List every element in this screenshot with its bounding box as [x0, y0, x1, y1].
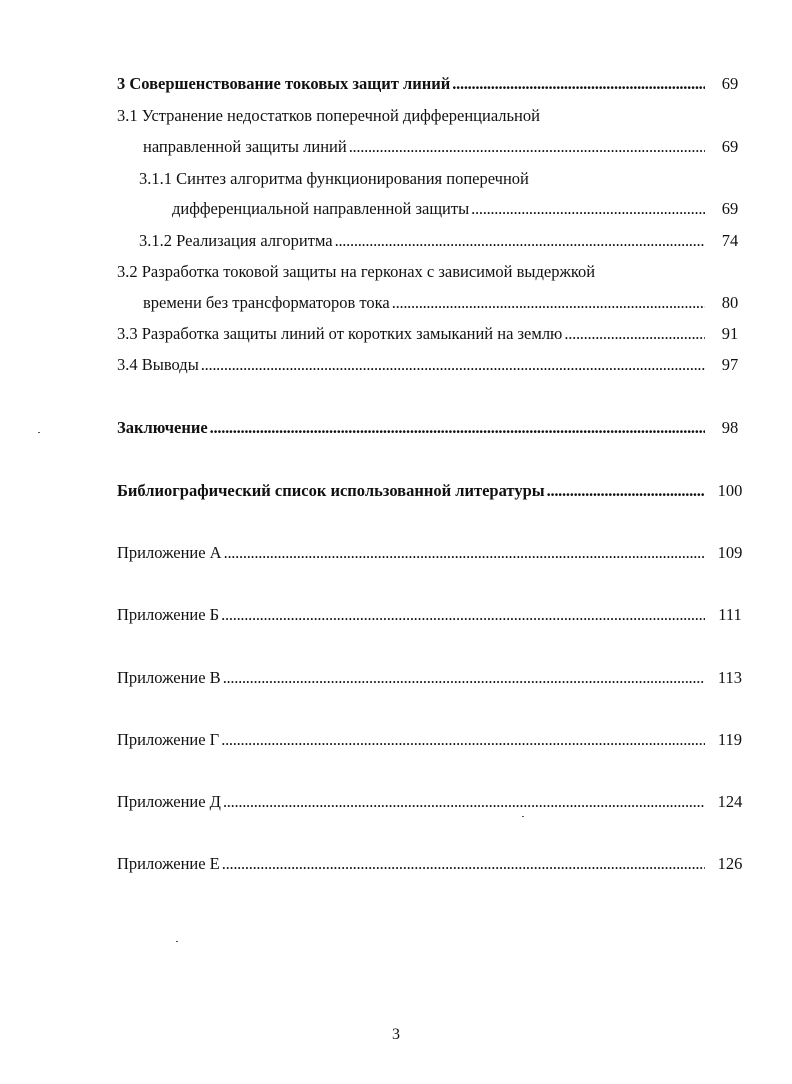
toc-entry-title: 3.4 Выводы [117, 355, 199, 374]
toc-entry-title: Приложение Г [117, 730, 220, 749]
scan-speck [38, 432, 40, 433]
leader-dots [223, 667, 705, 689]
toc-entry-title: дифференциальной направленной защиты [172, 199, 470, 218]
page-number: 3 [392, 1026, 400, 1043]
toc-entry-title: времени без трансформаторов тока [143, 293, 390, 312]
toc-entry-page: 100 [717, 481, 743, 500]
toc-entry-title: 3 Совершенствование токовых защит линий [117, 74, 451, 93]
toc-entry-appendix-g [117, 729, 707, 751]
toc-entry-title: Приложение Е [117, 854, 220, 873]
scan-speck [176, 941, 178, 942]
toc-entry-section-3-2-line1: 3.2 Разработка токовой защиты на герконах с зависимой выдержкой [117, 262, 596, 281]
toc-entry-appendix-v [117, 667, 707, 689]
toc-entry-title: Приложение А [117, 543, 222, 562]
toc-entry-chapter-3 [117, 73, 707, 95]
toc-entry-appendix-b [117, 604, 707, 626]
toc-entry-page: 69 [721, 199, 739, 218]
leader-dots [349, 136, 705, 158]
toc-entry-page: 119 [717, 730, 743, 749]
toc-entry-section-3-1-1-line2 [172, 198, 707, 220]
toc-entry-page: 124 [717, 792, 743, 811]
toc-entry-title: 3.3 Разработка защиты линий от коротких замыканий на землю [117, 324, 563, 343]
toc-entry-appendix-d [117, 791, 707, 813]
leader-dots [221, 604, 705, 626]
leader-dots [223, 791, 705, 813]
toc-entry-title: Библиографический список использованной литературы [117, 481, 545, 500]
toc-entry-page: 126 [717, 854, 743, 873]
toc-entry-appendix-e [117, 853, 707, 875]
toc-entry-title: Заключение [117, 418, 208, 437]
leader-dots [210, 417, 705, 439]
toc-entry-section-3-2-line2 [143, 292, 707, 314]
toc-entry-page: 111 [718, 605, 742, 624]
scan-speck [522, 816, 524, 817]
toc-entry-appendix-a [117, 542, 707, 564]
toc-entry-title: направленной защиты линий [143, 137, 347, 156]
toc-entry-bibliography [117, 480, 707, 502]
toc-entry-page: 69 [721, 137, 739, 156]
leader-dots [452, 73, 705, 95]
toc-entry-page: 97 [721, 355, 739, 374]
leader-dots [201, 354, 705, 376]
leader-dots [335, 230, 705, 252]
toc-entry-page: 69 [721, 74, 739, 93]
toc-entry-title: Приложение Д [117, 792, 221, 811]
toc-entry-page: 74 [721, 231, 739, 250]
leader-dots [222, 853, 705, 875]
toc-entry-section-3-1-2 [139, 230, 707, 252]
toc-entry-page: 91 [721, 324, 739, 343]
toc-entry-page: 113 [717, 668, 743, 687]
toc-entry-page: 80 [721, 293, 739, 312]
toc-entry-section-3-1-line1: 3.1 Устранение недостатков поперечной дифференциальной [117, 106, 540, 125]
toc-entry-section-3-1-line2 [143, 136, 707, 158]
toc-entry-section-3-3 [117, 323, 707, 345]
leader-dots [471, 198, 705, 220]
leader-dots [221, 729, 705, 751]
toc-entry-page: 98 [721, 418, 739, 437]
leader-dots [564, 323, 705, 345]
leader-dots [224, 542, 705, 564]
toc-entry-conclusion [117, 417, 707, 439]
toc-entry-section-3-4 [117, 354, 707, 376]
leader-dots [392, 292, 705, 314]
toc-entry-section-3-1-1-line1: 3.1.1 Синтез алгоритма функционирования поперечной [139, 169, 529, 188]
toc-entry-title: 3.1.2 Реализация алгоритма [139, 231, 333, 250]
leader-dots [547, 480, 705, 502]
toc-entry-title: Приложение Б [117, 605, 220, 624]
toc-entry-page: 109 [717, 543, 743, 562]
toc-entry-title: Приложение В [117, 668, 221, 687]
